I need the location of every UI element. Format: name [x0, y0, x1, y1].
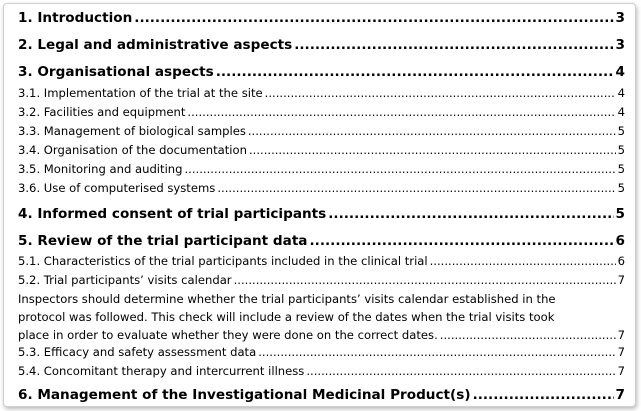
dot-leader [306, 364, 615, 378]
toc-entry-label: 5.3. Efficacy and safety assessment data [18, 345, 257, 359]
toc-page-number: 7 [617, 364, 625, 378]
toc-entry-label: 3.5. Monitoring and auditing [18, 162, 183, 176]
dot-leader [134, 10, 613, 26]
dot-leader [265, 86, 616, 100]
toc-page-number: 3 [615, 10, 625, 26]
toc-page-number: 5 [617, 124, 625, 138]
toc-entry-label: 5. Review of the trial participant data [18, 233, 308, 249]
toc-entry-label: 3.6. Use of computerised systems [18, 181, 216, 195]
toc-page-number: 6 [615, 233, 625, 249]
dot-leader [217, 181, 615, 195]
paragraph-line-2 [18, 308, 625, 326]
document-page [3, 3, 636, 407]
toc-entry-3-1[interactable] [18, 86, 625, 100]
toc-page-number: 5 [617, 162, 625, 176]
toc-page-number: 4 [615, 64, 625, 80]
toc-entry-2[interactable] [18, 37, 625, 53]
toc-entry-4[interactable] [18, 206, 625, 222]
toc-entry-label: 5.2. Trial participants’ visits calendar [18, 273, 232, 287]
toc-inspectors-paragraph[interactable] [18, 290, 625, 344]
toc-entry-label: 4. Informed consent of trial participants [18, 206, 327, 222]
toc-page-number: 7 [615, 387, 625, 403]
toc-entry-5-1[interactable] [18, 254, 625, 268]
toc-page-number: 4 [617, 105, 625, 119]
toc-entry-label: 5.4. Concomitant therapy and intercurrent illness [18, 364, 305, 378]
paragraph-text: place in order to evaluate whether they were done on the correct dates. [18, 328, 438, 342]
toc-page-number: 3 [615, 37, 625, 53]
toc-entry-3-5[interactable] [18, 162, 625, 176]
toc-entry-1[interactable] [18, 10, 625, 26]
toc-entry-5-3[interactable] [18, 345, 625, 359]
toc-entry-label: 6. Management of the Investigational Medicinal Product(s) [18, 387, 471, 403]
toc-entry-5[interactable] [18, 233, 625, 249]
dot-leader [258, 345, 615, 359]
toc-entry-5-2[interactable] [18, 273, 625, 287]
dot-leader [234, 273, 616, 287]
toc-page-number: 4 [617, 86, 625, 100]
paragraph-text: Inspectors should determine whether the trial participants’ visits calendar established in the [18, 292, 556, 306]
toc-entry-3-3[interactable] [18, 124, 625, 138]
toc-page-number: 5 [615, 206, 625, 222]
dot-leader [430, 254, 616, 268]
toc-entry-label: 3.4. Organisation of the documentation [18, 143, 247, 157]
dot-leader [216, 64, 614, 80]
dot-leader [294, 37, 613, 53]
toc-entry-3-2[interactable] [18, 105, 625, 119]
dot-leader [185, 162, 616, 176]
toc-entry-label: 3. Organisational aspects [18, 64, 214, 80]
dot-leader [440, 326, 616, 344]
toc-entry-label: 2. Legal and administrative aspects [18, 37, 293, 53]
toc-entry-6[interactable] [18, 387, 625, 403]
toc-entry-label: 3.1. Implementation of the trial at the site [18, 86, 263, 100]
toc-entry-5-4[interactable] [18, 364, 625, 378]
dot-leader [187, 105, 615, 119]
paragraph-line-3 [18, 326, 625, 344]
toc-page-number: 7 [617, 328, 625, 342]
dot-leader [328, 206, 613, 222]
paragraph-line-1 [18, 290, 625, 308]
dot-leader [473, 387, 614, 403]
toc-entry-label: 5.1. Characteristics of the trial participants included in the clinical trial [18, 254, 428, 268]
toc-page-number: 5 [617, 181, 625, 195]
toc-page-number: 7 [617, 273, 625, 287]
toc-entry-label: 3.2. Facilities and equipment [18, 105, 186, 119]
dot-leader [310, 233, 614, 249]
dot-leader [249, 143, 616, 157]
dot-leader [248, 124, 616, 138]
toc-page-number: 7 [617, 345, 625, 359]
toc-entry-label: 3.3. Management of biological samples [18, 124, 246, 138]
toc-entry-3[interactable] [18, 64, 625, 80]
toc-entry-label: 1. Introduction [18, 10, 133, 26]
toc-entry-3-6[interactable] [18, 181, 625, 195]
toc-page-number: 6 [617, 254, 625, 268]
toc-page-number: 5 [617, 143, 625, 157]
paragraph-text: protocol was followed. This check will include a review of the dates when the trial visits took [18, 310, 555, 324]
toc-entry-3-4[interactable] [18, 143, 625, 157]
